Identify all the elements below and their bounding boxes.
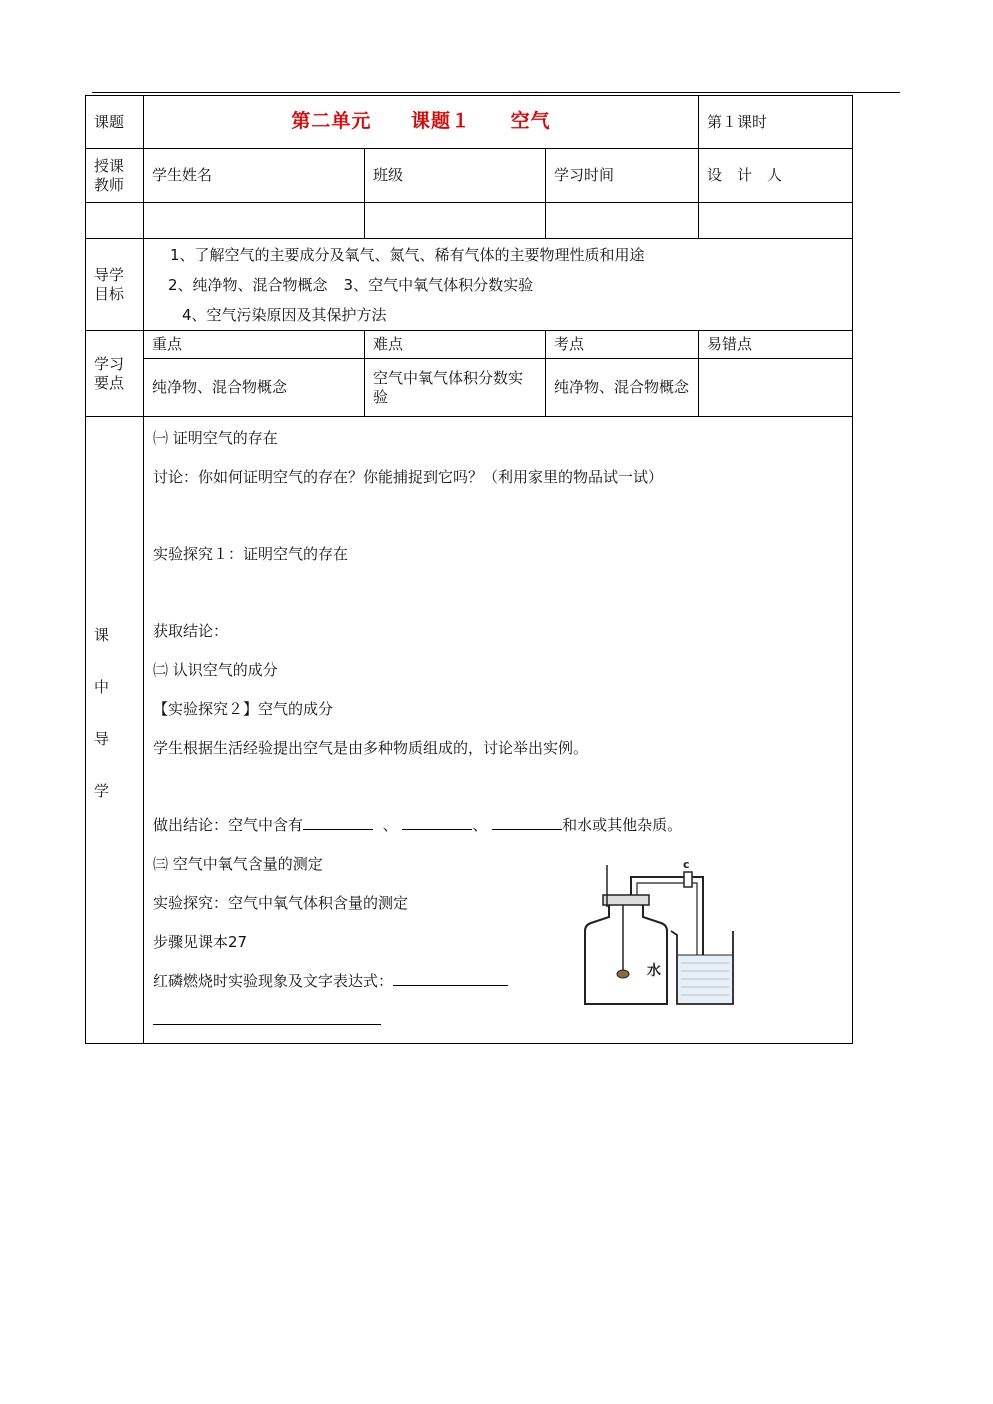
class-guide-char-4: 学 (94, 782, 110, 800)
separator-2: 、 (472, 816, 488, 834)
separator-1: 、 (382, 816, 398, 834)
info-value-row (86, 203, 853, 239)
goals-content (144, 239, 853, 331)
class-guide-label (86, 417, 144, 1044)
clamp (684, 872, 692, 887)
phosphorus-label: 红磷燃烧时实验现象及文字表达式： (153, 972, 394, 990)
page-title (144, 96, 699, 149)
goal-item-1: 1、了解空气的主要成分及氧气、氮气、稀有气体的主要物理性质和用途 (170, 245, 645, 264)
answer-blank-1[interactable] (303, 814, 373, 830)
teacher-label: 授课教师 (86, 149, 144, 203)
topic-number: 课题１ (410, 110, 471, 133)
student-name-value[interactable] (144, 203, 365, 239)
unit-title: 第二单元 (291, 110, 372, 133)
info-row (86, 149, 853, 203)
lesson-plan-table (85, 95, 853, 1044)
keypoint-mistake (699, 359, 853, 417)
goal-item-3: 4、空气污染原因及其保护方法 (182, 305, 387, 324)
study-time-value[interactable] (546, 203, 699, 239)
conclusion-suffix: 和水或其他杂质。 (562, 816, 683, 834)
class-guide-char-3: 导 (94, 730, 110, 748)
section-1-heading: ㈠ 证明空气的存在 (153, 429, 278, 447)
oxygen-apparatus-figure (571, 859, 741, 1009)
answer-line (153, 1009, 842, 1039)
study-time-label: 学习时间 (546, 149, 699, 203)
goals-row (86, 239, 853, 331)
class-guide-content (144, 417, 853, 1044)
keypoint-value-row (86, 359, 853, 417)
title-row (86, 96, 853, 149)
water-label: 水 (647, 963, 661, 979)
discussion-prompt: 讨论：你如何证明空气的存在？你能捕捉到它吗？（利用家里的物品试一试） (153, 468, 664, 486)
keypoint-header-exam: 考点 (546, 331, 699, 359)
keypoint-header-mistake: 易错点 (699, 331, 853, 359)
keypoint-header-difficulty: 难点 (365, 331, 546, 359)
class-guide-char-1: 课 (94, 626, 110, 644)
collecting-bottle (585, 903, 667, 1004)
topic-label: 课题 (86, 96, 144, 149)
answer-blank-5[interactable] (153, 1009, 381, 1025)
student-name-label: 学生姓名 (144, 149, 365, 203)
topic-name: 空气 (510, 110, 551, 133)
designer-label: 设 计 人 (699, 149, 853, 203)
keypoints-label: 学习要点 (86, 331, 144, 417)
goal-item-2a: 2、纯净物、混合物概念 (168, 275, 328, 294)
goals-label: 导学目标 (86, 239, 144, 331)
class-label: 班级 (365, 149, 546, 203)
section-2-heading: ㈡ 认识空气的成分 (153, 661, 278, 679)
students-prompt: 学生根据生活经验提出空气是由多种物质组成的，讨论举出实例。 (153, 739, 589, 757)
designer-value[interactable] (699, 203, 853, 239)
air-composition-conclusion (153, 814, 842, 853)
clamp-label: c (683, 859, 690, 871)
answer-blank-2[interactable] (402, 814, 472, 830)
keypoint-focus: 纯净物、混合物概念 (144, 359, 365, 417)
answer-blank-4[interactable] (393, 970, 508, 986)
goal-item-2 (168, 270, 852, 300)
conclusion-prefix: 做出结论：空气中含有 (153, 816, 304, 834)
answer-blank-3[interactable] (492, 814, 562, 830)
red-phosphorus (617, 970, 629, 978)
rubber-stopper (603, 895, 649, 905)
experiment-3: 实验探究：空气中氧气体积含量的测定 (153, 894, 409, 912)
class-value[interactable] (365, 203, 546, 239)
class-guide-row (86, 417, 853, 1044)
keypoint-exam: 纯净物、混合物概念 (546, 359, 699, 417)
header-rule (92, 92, 900, 93)
experiment-1: 实验探究１：证明空气的存在 (153, 545, 349, 563)
steps-reference: 步骤见课本27 (153, 933, 248, 951)
keypoint-header-row (86, 331, 853, 359)
class-guide-char-2: 中 (94, 678, 110, 696)
keypoint-difficulty: 空气中氧气体积分数实验 (365, 359, 546, 417)
experiment-2: 【实验探究２】空气的成分 (153, 700, 334, 718)
oxygen-section (153, 853, 842, 1039)
period-label: 第１课时 (699, 96, 853, 149)
conclusion-label: 获取结论： (153, 622, 229, 640)
goal-item-2b: 3、空气中氧气体积分数实验 (343, 275, 534, 294)
section-3-heading: ㈢ 空气中氧气含量的测定 (153, 855, 323, 873)
blank-cell (86, 203, 144, 239)
keypoint-header-focus: 重点 (144, 331, 365, 359)
